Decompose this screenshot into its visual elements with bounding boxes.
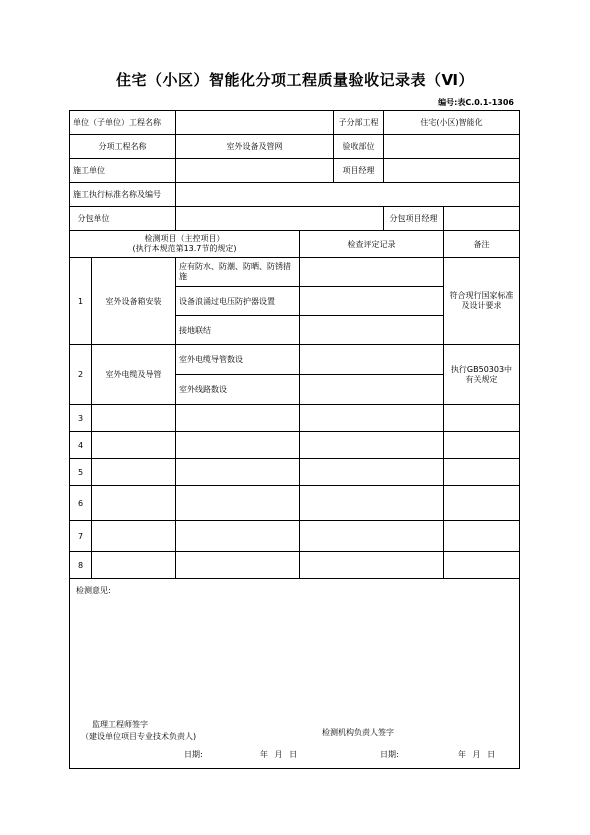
record-cell[interactable] [300,486,444,521]
row-unit-project [70,111,520,135]
page-title: 住宅（小区）智能化分项工程质量验收记录表（Ⅵ） [116,71,474,89]
row-opinion [70,579,520,769]
table-row [70,521,520,552]
sub-item[interactable] [176,486,300,521]
item-number: 4 [70,432,92,459]
standard-field[interactable] [176,183,520,207]
item-name[interactable] [92,521,176,552]
record-cell[interactable] [300,345,444,375]
col-header-item-line1: 检测项目（主控项目） [144,234,225,243]
item-remark[interactable] [444,432,520,459]
item-remark[interactable] [444,486,520,521]
acceptance-part-field[interactable] [384,135,520,159]
record-cell[interactable] [300,316,444,345]
table-row [70,345,520,375]
opinion-area[interactable] [70,579,520,769]
sub-item: 室外线路数设 [176,375,300,405]
row-standard [70,183,520,207]
acceptance-part-label: 验收部位 [334,135,384,159]
item-number: 5 [70,459,92,486]
sub-item: 应有防水、防潮、防晒、防锈措施 [176,258,300,287]
subsection-field[interactable]: 住宅(小区)智能化 [384,111,520,135]
inspector-signature: 检测机构负责人签字 [322,728,394,737]
item-remark[interactable] [444,552,520,579]
item-project-label: 分项工程名称 [70,135,176,159]
record-cell[interactable] [300,405,444,432]
col-header-item [70,231,300,258]
row-item-project [70,135,520,159]
subsection-label: 子分部工程 [334,111,384,135]
item-remark[interactable] [444,521,520,552]
table-row [70,486,520,521]
supervisor-signature [81,719,196,743]
record-cell[interactable] [300,258,444,287]
record-cell[interactable] [300,552,444,579]
item-number: 8 [70,552,92,579]
row-construction-unit [70,159,520,183]
unit-project-label: 单位（子单位）工程名称 [70,111,176,135]
sub-item[interactable] [176,405,300,432]
sub-item: 室外电缆导管数设 [176,345,300,375]
construction-unit-label: 施工单位 [70,159,176,183]
inspector-date-ymd: 年 月 日 [458,750,498,759]
record-cell[interactable] [300,432,444,459]
item-remark: 执行GB50303中有关规定 [444,345,520,405]
record-cell[interactable] [300,287,444,316]
item-remark[interactable] [444,405,520,432]
supervisor-line1: 监理工程师签字 [92,720,148,729]
construction-unit-field[interactable] [176,159,334,183]
inspector-date-label: 日期: [380,750,399,759]
project-manager-field[interactable] [384,159,520,183]
opinion-label: 检测意见: [76,586,111,595]
col-header-remark: 备注 [444,231,520,258]
table-row [70,552,520,579]
item-number: 6 [70,486,92,521]
row-subcontract [70,207,520,231]
record-cell[interactable] [300,459,444,486]
item-remark: 符合现行国家标准及设计要求 [444,258,520,345]
table-row [70,459,520,486]
record-cell[interactable] [300,375,444,405]
subcontract-label: 分包单位 [78,207,162,231]
table-row [70,258,520,287]
record-cell[interactable] [300,521,444,552]
sub-item: 接地联结 [176,316,300,345]
table-row [70,432,520,459]
item-name[interactable] [92,552,176,579]
supervisor-date-ymd: 年 月 日 [260,750,300,759]
supervisor-date-label: 日期: [184,750,203,759]
subcontract-manager-label: 分包项目经理 [384,207,444,231]
sub-item[interactable] [176,432,300,459]
item-name[interactable] [92,405,176,432]
item-number: 3 [70,405,92,432]
row-column-headers [70,231,520,258]
item-project-field[interactable]: 室外设备及管网 [176,135,334,159]
sub-item: 设备浪涌过电压防护器设置 [176,287,300,316]
item-name[interactable] [92,486,176,521]
col-header-item-line2: (执行本规范第13.7节的规定) [132,244,237,253]
subcontract-manager-field[interactable] [444,207,520,231]
item-name: 室外电缆及导管 [92,345,176,405]
project-manager-label: 项目经理 [334,159,384,183]
item-number: 7 [70,521,92,552]
item-name: 室外设备箱安装 [92,258,176,345]
item-name[interactable] [92,432,176,459]
acceptance-record-table [69,110,520,769]
sub-item[interactable] [176,459,300,486]
table-row [70,405,520,432]
supervisor-line2: （建设单位项目专业技术负责人) [81,732,197,741]
item-number: 1 [70,258,92,345]
item-remark[interactable] [444,459,520,486]
col-header-record: 检查评定记录 [300,231,444,258]
unit-project-field[interactable] [176,111,334,135]
item-number: 2 [70,345,92,405]
sub-item[interactable] [176,521,300,552]
subcontract-field[interactable] [176,207,384,231]
form-code: 编号:表C.0.1-1306 [438,98,514,107]
item-name[interactable] [92,459,176,486]
sub-item[interactable] [176,552,300,579]
standard-label: 施工执行标准名称及编号 [70,183,176,207]
